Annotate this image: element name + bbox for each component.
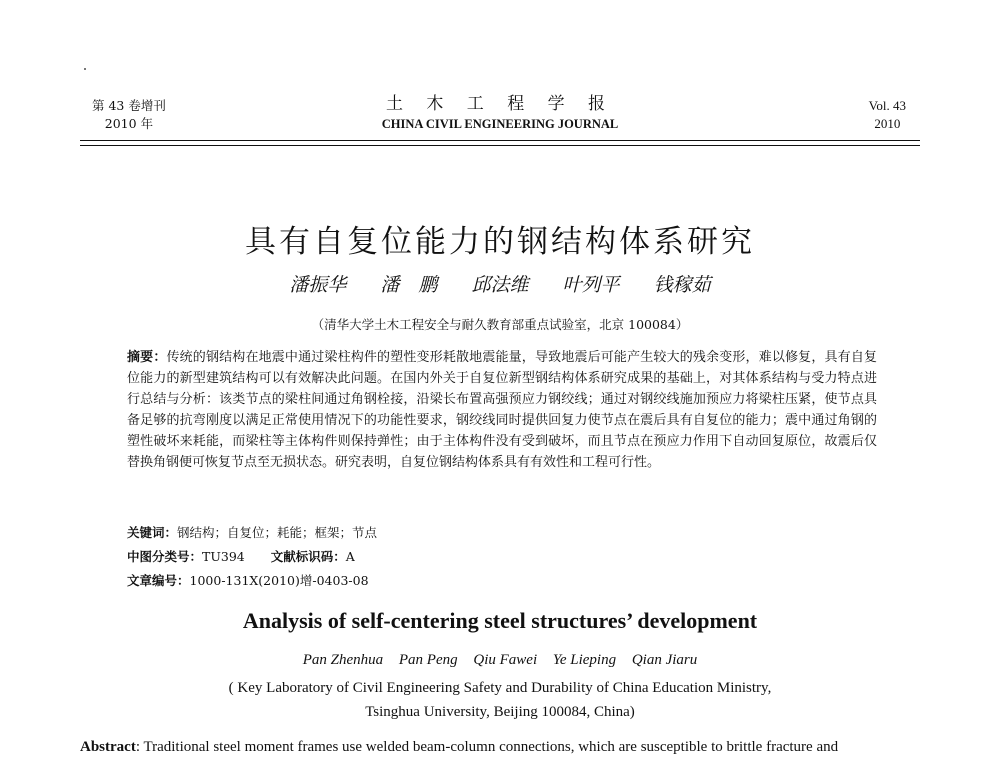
author-en: Ye Lieping: [552, 652, 617, 668]
abstract-cn: [127, 347, 877, 473]
abstract-en: [80, 739, 930, 756]
journal-name-cn: 土 木 工 程 学 报: [385, 94, 615, 114]
header-year-en: 2010: [874, 116, 901, 131]
doc-code-label: 文献标识码：: [270, 549, 346, 564]
keywords-label: 关键词：: [127, 525, 178, 540]
abstract-text-cn: 传统的钢结构在地震中通过梁柱构件的塑性变形耗散地震能量，导致地震后可能产生较大的残余变形，难以修复，具有自复位能力的新型建筑结构可以有效解决此问题。在国内外关于自复位新型钢结构体系研究成果的基础上，对其体系结构与受力特点进行总结与分析：该类节点的梁柱间通过角钢栓接，沿梁长布置高强预应力钢绞线；通过对钢绞线施加预应力将梁柱压紧，使节点具备足够的抗弯刚度以满足正常使用情况下的功能性要求，钢绞线同时提供回复力使节点在震后具有自复位的能力；震中通过角钢的塑性破坏来耗能，而梁柱等主体构件则保持弹性；由于主体构件没有受到破坏，而且节点在预应力作用下自动回复原位，故震后仅替换角钢便可恢复节点至无损状态。研究表明，自复位钢结构体系具有有效性和工程可行性。: [127, 350, 877, 470]
abstract-label-cn: 摘要：: [127, 350, 167, 365]
header-year: 2010 年: [104, 116, 154, 131]
article-number-line: [127, 571, 369, 589]
journal-name-en: CHINA CIVIL ENGINEERING JOURNAL: [381, 117, 619, 131]
author-cn: 邱法维: [471, 274, 529, 296]
journal-masthead: [0, 93, 1000, 133]
clc-label: 中图分类号：: [127, 549, 203, 564]
header-rule-thin: [80, 145, 920, 146]
classification-line: [127, 547, 355, 565]
author-en: Pan Zhenhua: [302, 652, 384, 668]
header-rule-thick: [80, 140, 920, 141]
header-volume-info-en: [869, 97, 906, 133]
article-number-label: 文章编号：: [127, 573, 190, 588]
scan-speck: [84, 68, 86, 70]
author-en: Qian Jiaru: [631, 652, 698, 668]
author-cn: 潘振华: [289, 274, 347, 296]
doc-code-value: A: [345, 549, 355, 564]
abstract-text-en: : Traditional steel moment frames use welded beam-column connections, which are susceptible to brittle fracture and: [135, 739, 839, 755]
keywords-text: 钢结构；自复位；耗能；框架；节点: [177, 525, 378, 540]
author-en: Qiu Fawei: [473, 652, 538, 668]
affiliation-en-line2: Tsinghua University, Beijing 100084, China): [365, 704, 635, 720]
affiliation-cn: （清华大学土木工程安全与耐久教育部重点试验室，北京 100084）: [311, 317, 689, 332]
keywords-line: [127, 523, 377, 541]
abstract-label-en: Abstract: [80, 739, 136, 755]
clc-value: TU394: [202, 549, 245, 564]
author-list-cn: [0, 270, 1000, 297]
author-list-en: [0, 652, 1000, 669]
header-volume: 第 43 卷增刊: [92, 98, 166, 113]
header-vol-en: Vol. 43: [868, 98, 906, 113]
paper-title-cn: 具有自复位能力的钢结构体系研究: [245, 224, 755, 260]
author-cn: 潘 鹏: [380, 274, 438, 296]
affiliation-en-line1: ( Key Laboratory of Civil Engineering Safety and Durability of China Education Ministry,: [228, 680, 772, 696]
paper-title-en: Analysis of self-centering steel structures’ development: [242, 608, 758, 633]
author-en: Pan Peng: [398, 652, 458, 668]
article-number-value: 1000-131X(2010)增-0403-08: [189, 573, 369, 588]
author-cn: 钱稼茹: [653, 274, 711, 296]
author-cn: 叶列平: [562, 274, 620, 296]
